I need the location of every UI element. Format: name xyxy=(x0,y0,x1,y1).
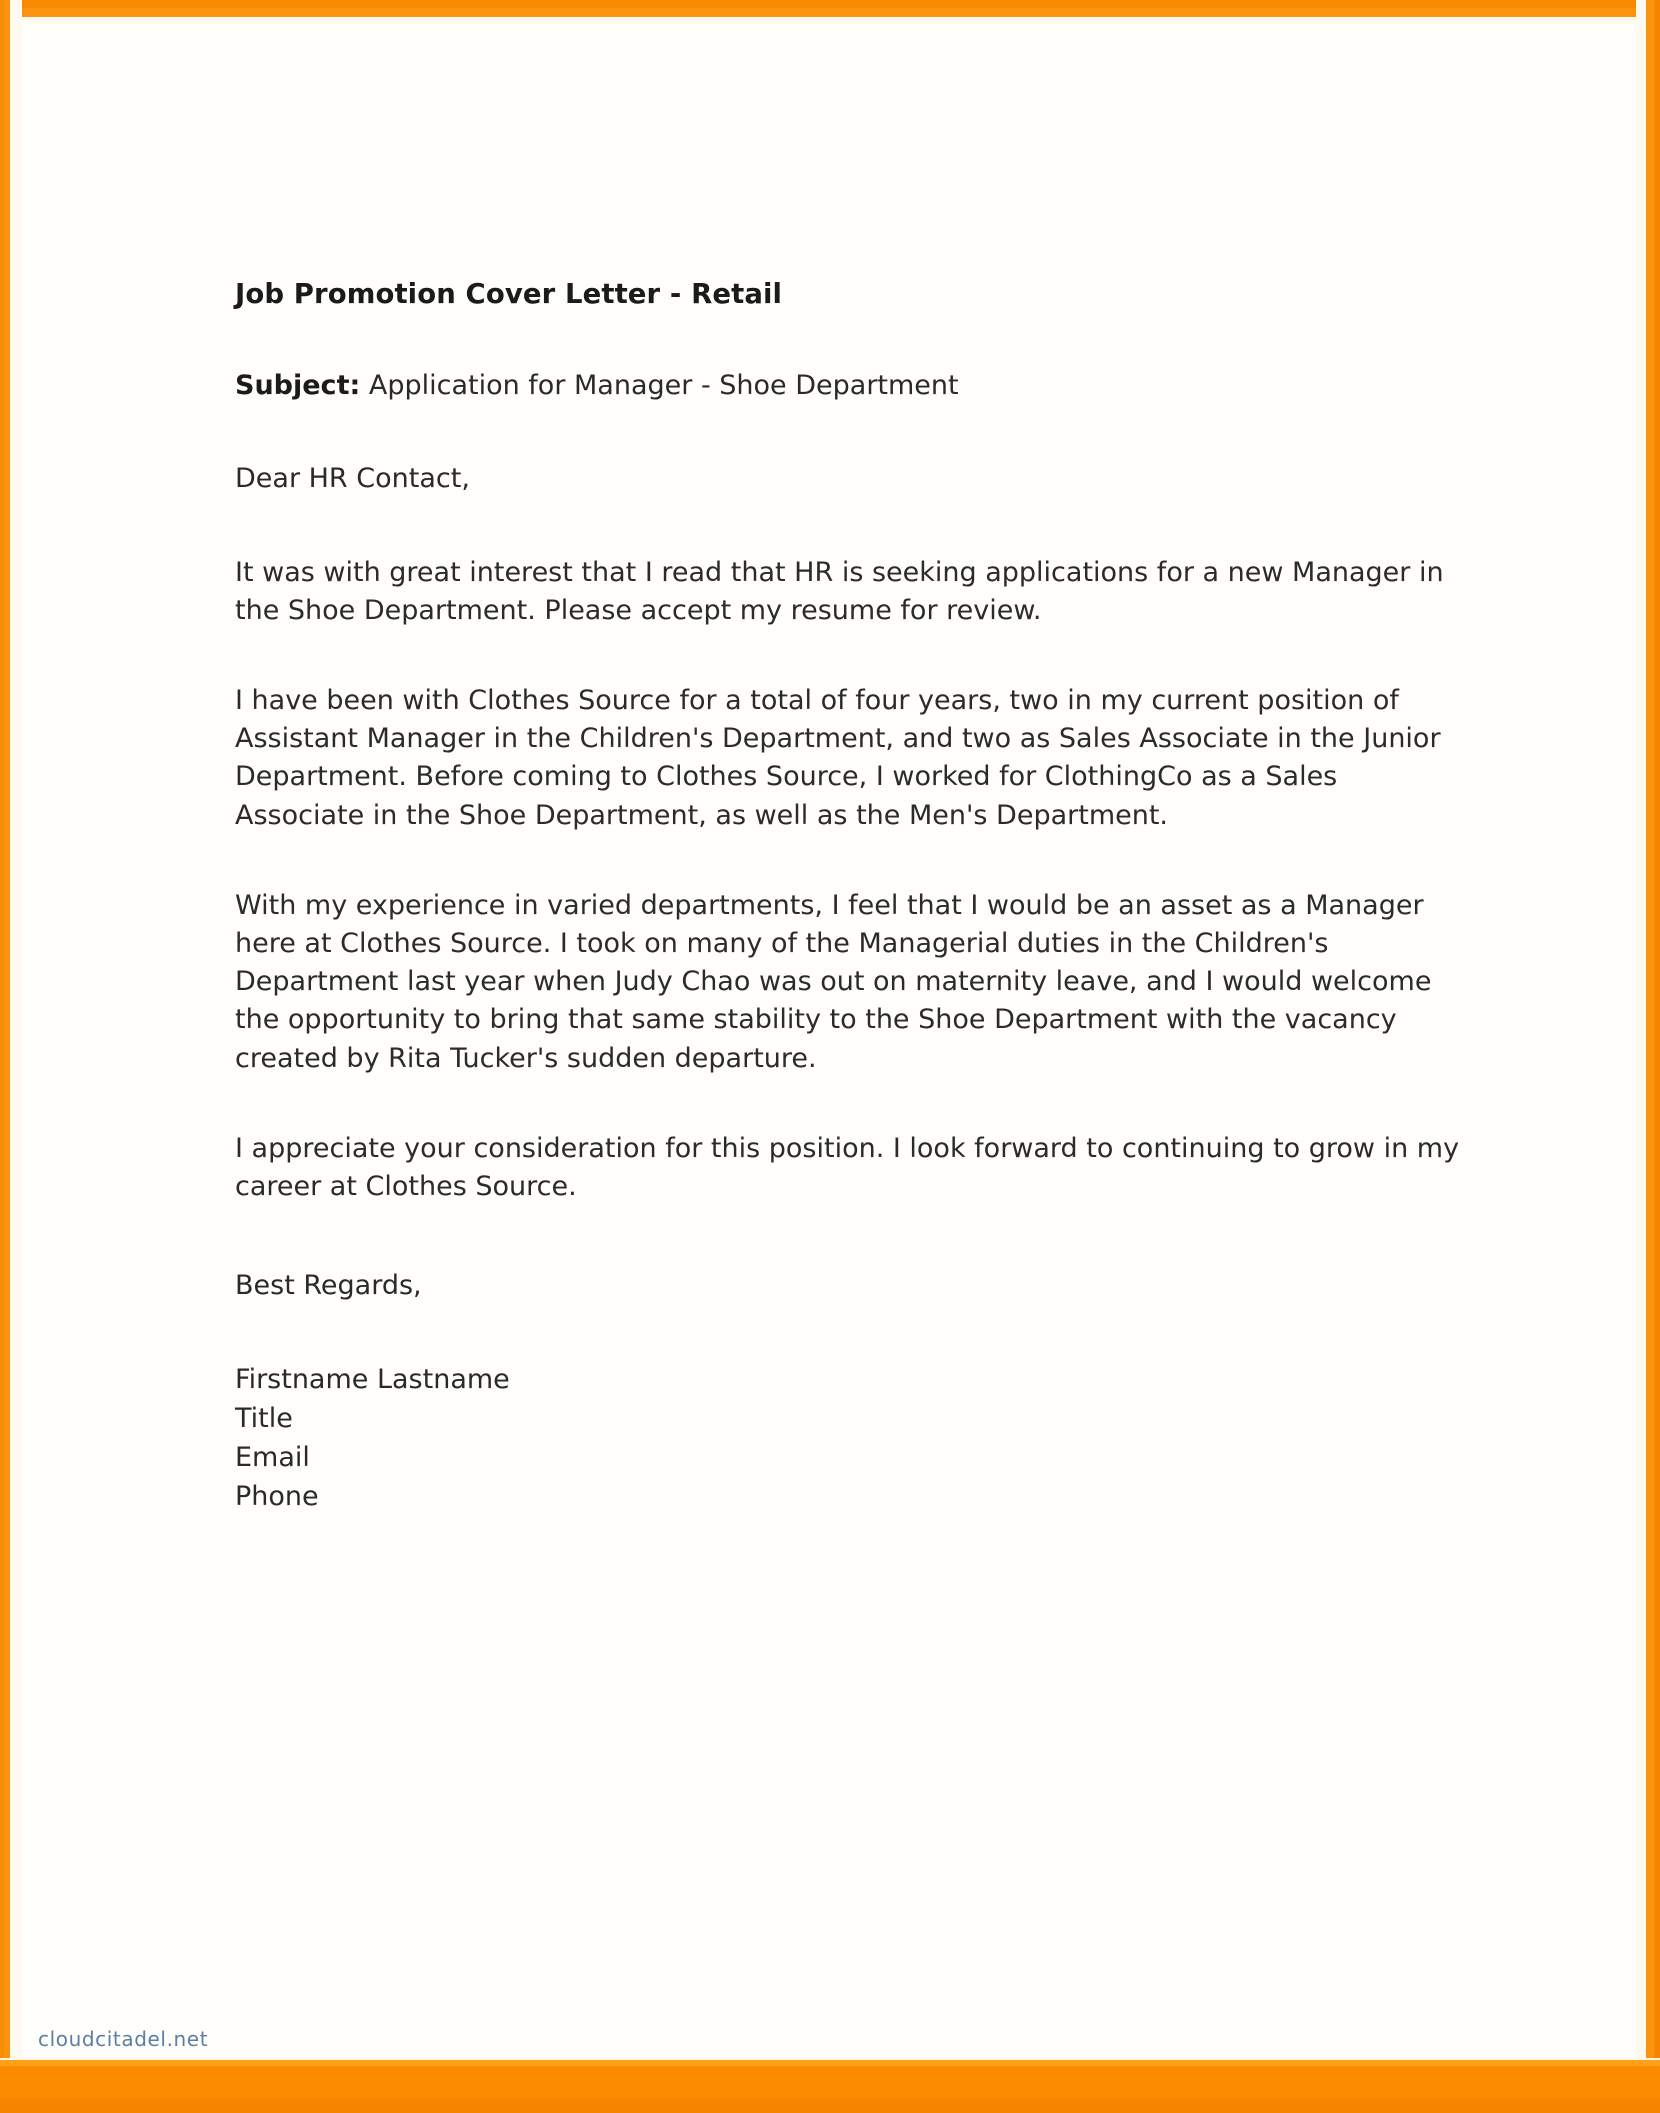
site-watermark: cloudcitadel.net xyxy=(38,2027,209,2051)
signature-email: Email xyxy=(235,1442,310,1474)
letter-paper xyxy=(22,22,1638,2058)
body-paragraph-1: It was with great interest that I read that HR is seeking applications for a new Manager in the Shoe Department. Please accept my resume for review. xyxy=(235,556,1444,626)
body-paragraph-3: With my experience in varied departments, I feel that I would be an asset as a Manager here at Clothes Source. I took on many of the Managerial duties in the Children's Department last year when Judy Chao was out on maternity leave, and I would welcome the opportunity to bring that same stability to the Shoe Department with the vacancy created by Rita Tucker's sudden departure. xyxy=(235,889,1432,1074)
salutation: Dear HR Contact, xyxy=(235,463,470,495)
signature-block xyxy=(235,1360,1467,1516)
subject-label: Subject: xyxy=(235,370,361,402)
border-left xyxy=(0,0,22,2113)
closing-salutation: Best Regards, xyxy=(235,1270,422,1302)
subject-value: Application for Manager - Shoe Department xyxy=(360,370,959,402)
border-right xyxy=(1636,0,1660,2113)
signature-phone: Phone xyxy=(235,1481,319,1513)
body-paragraph-4: I appreciate your consideration for this position. I look forward to continuing to grow in my career at Clothes Source. xyxy=(235,1132,1460,1202)
body-paragraph-2: I have been with Clothes Source for a total of four years, two in my current position of Assistant Manager in the Children's Department, and two as Sales Associate in the Junior Department. Before coming to Clothes Source, I worked for ClothingCo as a Sales Associate in the Shoe Department, as well as the Men's Department. xyxy=(235,684,1441,831)
signature-name: Firstname Lastname xyxy=(235,1364,510,1396)
letter-body xyxy=(235,277,1467,1516)
signature-title: Title xyxy=(235,1403,293,1435)
border-top xyxy=(0,0,1660,24)
page-title: Job Promotion Cover Letter - Retail xyxy=(235,278,783,310)
border-bottom xyxy=(0,2058,1660,2113)
subject-line xyxy=(235,368,1467,403)
